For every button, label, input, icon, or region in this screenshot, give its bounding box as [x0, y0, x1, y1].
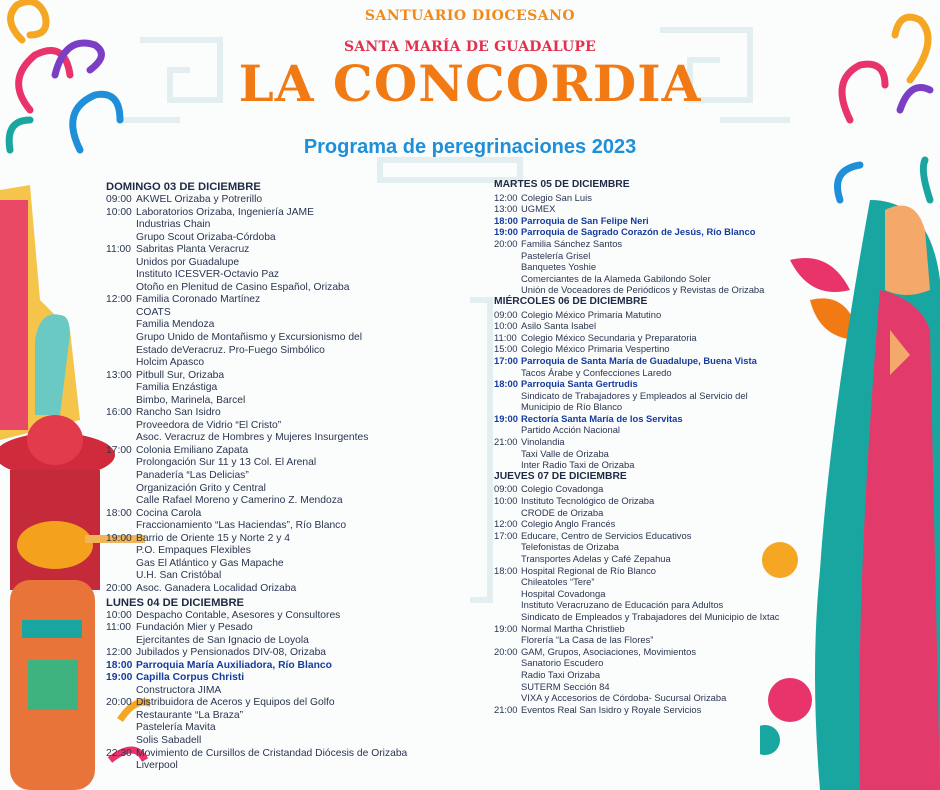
schedule-entry	[494, 215, 824, 227]
schedule-entry	[106, 194, 466, 207]
schedule-entry	[106, 660, 466, 673]
page-title: LA CONCORDIA	[238, 54, 702, 113]
entry-time	[494, 424, 521, 436]
entry-name: Colegio Covadonga	[521, 483, 604, 495]
entry-name: Fundación Mier y Pesado	[136, 622, 253, 634]
entry-time: 12:00	[494, 518, 518, 530]
entry-name-continued: Gas El Atlántico y Gas Mapache	[136, 557, 284, 569]
entry-time	[106, 685, 136, 698]
guitar-icon	[17, 521, 93, 569]
entry-name-continued: Transportes Adelas y Café Zepahua	[521, 553, 671, 564]
entry-name: Cocina Carola	[136, 507, 202, 519]
entry-name-continued: Estado deVeracruz. Pro-Fuego Simbólico	[136, 344, 325, 356]
entry-name-continued: Chileatoles “Tere”	[521, 576, 595, 588]
entry-name: Colegio Anglo Francés	[521, 518, 616, 530]
entry-name: Capilla Corpus Christi	[136, 672, 245, 684]
entry-name-continued: Prolongación Sur 11 y 13 Col. El Arenal	[136, 457, 317, 469]
entry-name: Colonia Emiliano Zapata	[136, 444, 249, 456]
entry-time: 15:00	[494, 343, 518, 355]
swirl-teal-right-icon	[923, 160, 930, 200]
entry-name: Familia Sánchez Santos	[521, 237, 623, 249]
entry-name: Laboratorios Orizaba, Ingeniería JAME	[136, 206, 314, 218]
schedule-entry	[494, 355, 824, 367]
entry-time: 09:00	[494, 483, 518, 495]
entry-name: Eventos Real San Isidro y Royale Servicios	[521, 703, 702, 715]
entry-time: 16:00	[106, 407, 132, 419]
schedule-entry	[494, 704, 824, 716]
day-heading: MIÉRCOLES 06 DE DICIEMBRE	[494, 295, 648, 307]
entry-name: Normal Martha Christlieb	[521, 622, 625, 634]
entry-time	[494, 390, 521, 402]
entry-time: 11:00	[106, 622, 132, 634]
entry-time: 10:00	[106, 206, 132, 218]
entry-name-continued: Familia Mendoza	[136, 319, 215, 331]
entry-name-continued: Holcim Apasco	[136, 357, 205, 369]
entry-name: Colegio San Luis	[521, 191, 592, 203]
page-subtitle: Programa de peregrinaciones 2023	[303, 136, 637, 158]
entry-name: Parroquia Santa Gertrudis	[521, 378, 638, 390]
schedule-entry	[494, 424, 824, 436]
entry-name-continued: Instituto Veracruzano de Educación para Adultos	[521, 599, 724, 611]
day-heading: DOMINGO 03 DE DICIEMBRE	[106, 181, 261, 193]
header-kicker-2: SANTA MARÍA DE GUADALUPE	[343, 39, 596, 55]
entry-name-continued: SUTERM Sección 84	[521, 680, 610, 692]
entry-name: Parroquia María Auxiliadora, Río Blanco	[136, 659, 332, 671]
schedule-entry	[106, 610, 466, 623]
entry-name-continued: Industrias Chain	[136, 219, 211, 231]
entry-name-continued: Restaurante “La Braza”	[136, 709, 244, 721]
entry-time: 19:00	[494, 622, 518, 634]
entry-name: Parroquia de Sagrado Corazón de Jesús, Río Blanco	[521, 226, 756, 238]
entry-name: Instituto Tecnológico de Orizaba	[521, 495, 655, 507]
entry-name-continued: P.O. Empaques Flexibles	[136, 545, 251, 557]
entry-name-continued: Florería “La Casa de las Flores”	[521, 634, 654, 646]
schedule-entry	[494, 343, 824, 355]
entry-name-continued: Panadería “Las Delicias”	[136, 470, 249, 482]
entry-time: 12:00	[106, 294, 132, 306]
entry-name: Hospital Regional de Río Blanco	[521, 564, 656, 576]
entry-name: UGMEX	[521, 203, 556, 215]
entry-time: 20:00	[494, 645, 518, 657]
schedule-entry	[106, 244, 466, 257]
schedule-entry	[494, 320, 824, 332]
entry-name-continued: Organización Grito y Central	[136, 482, 266, 494]
day-heading: MARTES 05 DE DICIEMBRE	[494, 179, 630, 190]
entry-name-continued: Familia Enzástiga	[136, 382, 218, 394]
entry-time: 21:00	[494, 436, 518, 448]
entry-time: 22:30	[106, 747, 132, 759]
entry-name: Distribuidora de Aceros y Equipos del Golfo	[136, 697, 335, 709]
entry-name: GAM, Grupos, Asociaciones, Movimientos	[521, 645, 697, 657]
entry-name-continued: COATS	[136, 306, 171, 318]
entry-time: 19:00	[494, 412, 518, 424]
entry-name-continued: Fraccionamiento “Las Haciendas”, Río Blanco	[136, 520, 347, 532]
entry-name: Asoc. Ganadera Localidad Orizaba	[136, 582, 297, 594]
entry-name: Partido Acción Nacional	[521, 424, 621, 436]
entry-name-continued: Unión de Voceadores de Periódicos y Revistas de Orizaba	[521, 284, 765, 296]
entry-name-continued: VIXA y Accesorios de Córdoba- Sucursal Orizaba	[521, 692, 727, 704]
schedule-entry	[494, 203, 824, 215]
entry-name: Educare, Centro de Servicios Educativos	[521, 529, 692, 541]
schedule-entry	[494, 367, 824, 379]
entry-name-continued: Pastelería Grisel	[521, 249, 591, 261]
entry-name: Parroquia de San Felipe Neri	[521, 214, 649, 226]
entry-time: 09:00	[106, 194, 132, 205]
entry-name-continued: Hospital Covadonga	[521, 587, 606, 599]
entry-time: 18:00	[494, 564, 518, 576]
schedule-entry	[494, 495, 824, 507]
entry-time: 19:00	[106, 532, 132, 544]
schedule-entry	[106, 508, 466, 521]
schedule-entry	[106, 647, 466, 660]
entry-name: Sabritas Planta Veracruz	[136, 244, 250, 256]
entry-time: 21:00	[494, 703, 518, 715]
entry-name-continued: Sindicato de Empleados y Trabajadores del Municipio de Ixtac	[521, 610, 780, 622]
entry-name: Colegio México Primaria Matutino	[521, 308, 662, 320]
schedule-entry	[494, 238, 824, 250]
entry-time: 18:00	[494, 214, 518, 226]
entry-name-continued: Telefonistas de Orizaba	[521, 541, 619, 553]
entry-name: Movimiento de Cursillos de Cristandad Diócesis de Orizaba	[136, 747, 408, 759]
schedule-entry	[494, 436, 824, 448]
entry-name: Tacos Árabe y Confecciones Laredo	[521, 366, 672, 378]
entry-name: Constructora JIMA	[136, 684, 222, 696]
entry-time: 17:00	[494, 354, 518, 366]
entry-name: Vinolandia	[521, 436, 565, 448]
entry-time: 11:00	[494, 331, 517, 343]
entry-time: 13:00	[494, 203, 518, 215]
schedule-entry	[494, 565, 824, 577]
entry-name-continued: Ejercitantes de San Ignacio de Loyola	[136, 634, 309, 646]
entry-time: 18:00	[106, 659, 133, 671]
entry-time: 10:00	[494, 320, 518, 332]
entry-name-continued: U.H. San Cristóbal	[136, 570, 222, 582]
schedule-entry	[494, 332, 824, 344]
entry-name-continued: Otoño en Plenitud de Casino Español, Orizaba	[136, 281, 350, 293]
entry-name-continued: Municipio de Río Blanco	[521, 401, 623, 413]
header-kicker: SANTUARIO DIOCESANO	[364, 8, 576, 24]
schedule-entry	[494, 226, 824, 238]
swirl-blue-right-icon	[838, 165, 861, 200]
schedule-entry	[494, 192, 824, 204]
entry-name-continued: Instituto ICESVER-Octavio Paz	[136, 269, 280, 281]
schedule-column-right	[494, 179, 824, 715]
schedule-entry	[494, 646, 824, 658]
entry-name: AKWEL Orizaba y Potrerillo	[136, 194, 263, 205]
schedule-entry	[106, 445, 466, 458]
entry-time: 10:00	[106, 609, 132, 621]
entry-time: 10:00	[494, 495, 518, 507]
entry-name: Pitbull Sur, Orizaba	[136, 369, 225, 381]
entry-name: Barrio de Oriente 15 y Norte 2 y 4	[136, 532, 290, 544]
entry-time: 18:00	[494, 378, 518, 390]
day-heading: JUEVES 07 DE DICIEMBRE	[494, 470, 627, 482]
entry-name: Rectoría Santa María de los Servitas	[521, 412, 683, 424]
schedule-entry	[494, 530, 824, 542]
entry-time: 17:00	[106, 444, 132, 456]
schedule-entry	[494, 390, 824, 402]
schedule-entry	[106, 407, 466, 420]
entry-name: Colegio México Secundaria y Preparatoria	[521, 331, 697, 343]
entry-name-continued: Banquetes Yoshie	[521, 261, 597, 273]
schedule-entry	[494, 309, 824, 321]
day-heading: LUNES 04 DE DICIEMBRE	[106, 596, 245, 609]
schedule-column-left	[106, 180, 466, 773]
schedule-entry	[106, 294, 466, 307]
entry-name: Rancho San Isidro	[136, 407, 221, 419]
schedule-entry	[106, 697, 466, 710]
schedule-entry	[106, 622, 466, 635]
schedule-entry	[494, 413, 824, 425]
entry-name-continued: Proveedora de Vidrio “El Cristo”	[136, 419, 282, 431]
entry-name: Sindicato de Trabajadores y Empleados al Servicio del	[521, 389, 748, 401]
entry-name: Colegio México Primaria Vespertino	[521, 343, 670, 355]
entry-name: Asilo Santa Isabel	[521, 320, 597, 332]
entry-name-continued: Bimbo, Marinela, Barcel	[136, 394, 246, 406]
entry-time: 19:00	[494, 226, 518, 238]
entry-time: 12:00	[494, 191, 518, 203]
schedule-entry	[494, 378, 824, 390]
entry-name-continued: Liverpool	[136, 760, 178, 772]
entry-name-continued: Unidos por Guadalupe	[136, 256, 240, 268]
entry-time: 09:00	[494, 308, 518, 320]
entry-name-continued: Inter Radio Taxi de Orizaba	[521, 459, 635, 471]
entry-name-continued: Calle Rafael Moreno y Camerino Z. Mendoza	[136, 495, 343, 507]
schedule-entry	[106, 685, 466, 698]
schedule-entry	[494, 518, 824, 530]
entry-time: 18:00	[106, 507, 132, 519]
entry-time: 20:00	[106, 582, 132, 594]
entry-name-continued: Comerciantes de la Alameda Gabilondo Soler	[521, 272, 711, 284]
schedule-entry	[494, 483, 824, 495]
schedule-entry	[106, 370, 466, 383]
entry-name-continued: Grupo Unido de Montañismo y Excursionismo del	[136, 332, 363, 344]
entry-name-continued: Sanatorio Escudero	[521, 657, 604, 669]
entry-time: 12:00	[106, 647, 132, 659]
entry-time: 19:00	[106, 672, 133, 684]
schedule-entry	[106, 672, 466, 685]
schedule-entry	[106, 748, 466, 761]
entry-name-continued: Asoc. Veracruz de Hombres y Mujeres Insurgentes	[136, 432, 369, 444]
entry-name-continued: Taxi Valle de Orizaba	[521, 447, 609, 459]
schedule-entry	[106, 207, 466, 220]
entry-name-continued: Radio Taxi Orizaba	[521, 668, 601, 680]
entry-name-continued: Solis Sabadell	[136, 734, 202, 746]
entry-time: 20:00	[106, 697, 132, 709]
entry-name-continued: Grupo Scout Orizaba-Córdoba	[136, 231, 276, 243]
entry-name: Despacho Contable, Asesores y Consultores	[136, 609, 341, 621]
entry-name: Parroquia de Santa María de Guadalupe, Buena Vista	[521, 354, 757, 366]
entry-name: Jubilados y Pensionados DIV-08, Orizaba	[136, 647, 327, 659]
entry-time: 17:00	[494, 529, 518, 541]
entry-time: 20:00	[494, 237, 518, 249]
entry-time: 11:00	[106, 244, 132, 256]
schedule-entry	[106, 583, 466, 596]
entry-name-continued: Pastelería Mavita	[136, 722, 216, 734]
schedule-entry	[494, 623, 824, 635]
entry-name-continued: CRODE de Orizaba	[521, 506, 604, 518]
entry-time	[494, 367, 521, 379]
entry-name: Familia Coronado Martínez	[136, 294, 261, 306]
entry-time: 13:00	[106, 369, 132, 381]
schedule-entry	[106, 533, 466, 546]
